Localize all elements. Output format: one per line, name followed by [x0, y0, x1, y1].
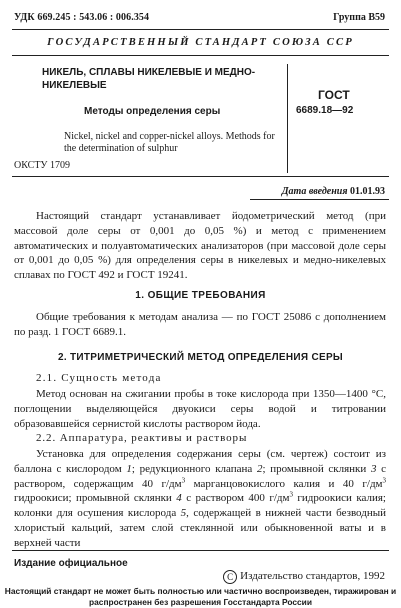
- okstu-code: ОКСТУ 1709: [14, 160, 71, 171]
- copyright-icon: C: [223, 570, 237, 584]
- document-subtitle: Методы определения серы: [84, 106, 221, 117]
- standard-title: ГОСУДАРСТВЕННЫЙ СТАНДАРТ СОЮЗА ССР: [47, 37, 354, 48]
- gost-number: 6689.18—92: [296, 105, 354, 116]
- section1-paragraph: Общие требования к методам анализа — по ГОСТ 25086 с дополнением по разд. 1 ГОСТ 6689.1.: [14, 311, 386, 338]
- titleblock-divider: [287, 64, 288, 173]
- group-code: Группа В59: [333, 12, 385, 23]
- header-rule-bottom: [12, 55, 389, 56]
- gost-label: ГОСТ: [318, 88, 350, 102]
- udk-code: УДК 669.245 : 543.06 : 006.354: [14, 12, 150, 23]
- effective-date-value: 01.01.93: [350, 186, 385, 197]
- footer-rule: [12, 550, 389, 551]
- document-title: НИКЕЛЬ, СПЛАВЫ НИКЕЛЕВЫЕ И МЕДНО-НИКЕЛЕВЫЕ: [42, 67, 256, 91]
- header-rule-top: [12, 29, 389, 30]
- subsection-2-2-heading: 2.2. Аппаратура, реактивы и растворы: [36, 432, 248, 444]
- reproduction-note: Настоящий стандарт не может быть полностью или частично воспроизведен, тиражирован и распространен без разрешения Госстандарта России: [4, 586, 397, 607]
- intro-paragraph: Настоящий стандарт устанавливает йодометрический метод (при массовой доле серы от 0,001 до 0,05 %) и метод с применением автоматических и полуавтоматических анализаторов (при массовой доле серы от 0,001 до 0,05 %) для определения серы в никелевых и медно-никелевых сплавах по ГОСТ 492 и ГОСТ 19241.: [14, 210, 386, 282]
- english-title: Nickel, nickel and copper-nickel alloys. Methods for the determination of sulphur: [64, 131, 275, 154]
- effective-date: [282, 186, 385, 197]
- subsection-2-1-paragraph: Метод основан на сжигании пробы в токе кислорода при 1350—1400 °С, поглощении выделяющейся двуокиси серы водой и титровании образовавшейся сернистой кислоты раствором йода.: [14, 388, 386, 430]
- subsection-2-2-paragraph: Установка для определения содержания серы (см. чертеж) состоит из баллона с кислородом 1; редукционного клапана 2; промывной склянки 3 с раствором, содержащим 40 $г/дм^3$ марганцовокислого калия и 40 $г/дм^3$ гидроокиси; промывной склянки 4 с раствором 400 $г/дм^3$ гидроокиси калия; колонки для осушения кислорода 5, содержащей в нижней части безводный хлористый кальций, затем слой стеклянной или обыкновенной ваты и в верхней части: [14, 448, 387, 549]
- copyright: [223, 570, 385, 584]
- official-edition: Издание официальное: [14, 558, 128, 569]
- section2-heading: 2. ТИТРИМЕТРИЧЕСКИЙ МЕТОД ОПРЕДЕЛЕНИЯ СЕРЫ: [57, 352, 344, 363]
- titleblock-rule: [12, 176, 389, 177]
- effective-date-label: Дата введения: [281, 186, 348, 197]
- subsection-2-1-heading: 2.1. Сущность метода: [36, 372, 162, 384]
- copyright-text: Издательство стандартов, 1992: [240, 570, 385, 582]
- section1-heading: 1. ОБЩИЕ ТРЕБОВАНИЯ: [135, 290, 266, 301]
- date-rule: [250, 199, 389, 200]
